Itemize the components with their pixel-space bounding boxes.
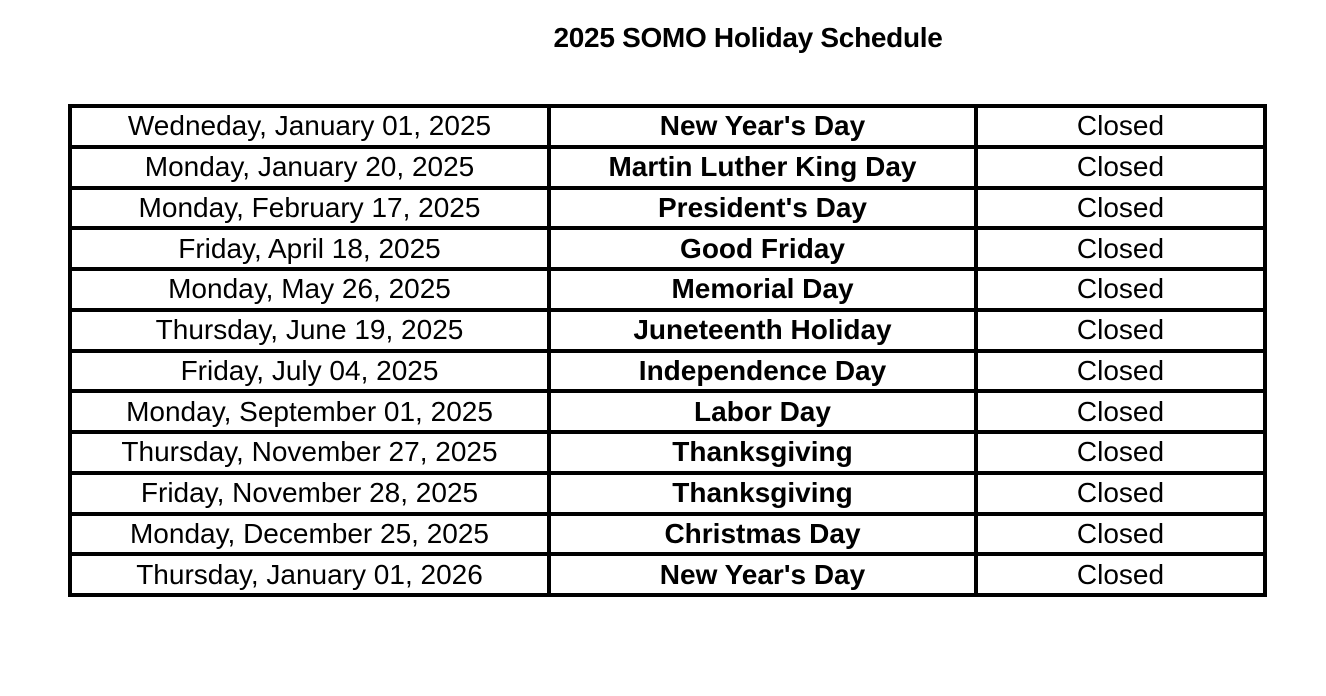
date-cell: Monday, September 01, 2025 <box>70 391 549 432</box>
status-cell: Closed <box>976 106 1265 147</box>
date-cell: Monday, February 17, 2025 <box>70 188 549 229</box>
table-row <box>70 432 1265 473</box>
holiday-cell: Labor Day <box>549 391 976 432</box>
table-row <box>70 514 1265 555</box>
date-cell: Friday, April 18, 2025 <box>70 228 549 269</box>
page-title: 2025 SOMO Holiday Schedule <box>553 22 943 53</box>
status-cell: Closed <box>976 269 1265 310</box>
status-cell: Closed <box>976 473 1265 514</box>
date-cell: Monday, January 20, 2025 <box>70 147 549 188</box>
status-cell: Closed <box>976 147 1265 188</box>
status-cell: Closed <box>976 554 1265 595</box>
table-row <box>70 147 1265 188</box>
status-cell: Closed <box>976 188 1265 229</box>
holiday-cell: Martin Luther King Day <box>549 147 976 188</box>
date-cell: Friday, July 04, 2025 <box>70 351 549 392</box>
table-row <box>70 473 1265 514</box>
status-cell: Closed <box>976 432 1265 473</box>
date-cell: Thursday, June 19, 2025 <box>70 310 549 351</box>
status-cell: Closed <box>976 228 1265 269</box>
holiday-cell: Juneteenth Holiday <box>549 310 976 351</box>
table-row <box>70 310 1265 351</box>
table-row <box>70 106 1265 147</box>
date-cell: Thursday, November 27, 2025 <box>70 432 549 473</box>
status-cell: Closed <box>976 351 1265 392</box>
status-cell: Closed <box>976 514 1265 555</box>
date-cell: Thursday, January 01, 2026 <box>70 554 549 595</box>
holiday-cell: New Year's Day <box>549 554 976 595</box>
table-row <box>70 351 1265 392</box>
table-row <box>70 554 1265 595</box>
date-cell: Friday, November 28, 2025 <box>70 473 549 514</box>
holiday-cell: Thanksgiving <box>549 473 976 514</box>
date-cell: Monday, May 26, 2025 <box>70 269 549 310</box>
holiday-cell: Christmas Day <box>549 514 976 555</box>
holiday-cell: Good Friday <box>549 228 976 269</box>
holiday-cell: Independence Day <box>549 351 976 392</box>
table-row <box>70 188 1265 229</box>
table-row <box>70 391 1265 432</box>
holiday-schedule-table <box>68 104 1267 597</box>
holiday-cell: President's Day <box>549 188 976 229</box>
date-cell: Wedneday, January 01, 2025 <box>70 106 549 147</box>
status-cell: Closed <box>976 310 1265 351</box>
status-cell: Closed <box>976 391 1265 432</box>
holiday-cell: New Year's Day <box>549 106 976 147</box>
table-row <box>70 228 1265 269</box>
holiday-cell: Thanksgiving <box>549 432 976 473</box>
date-cell: Monday, December 25, 2025 <box>70 514 549 555</box>
table-row <box>70 269 1265 310</box>
holiday-cell: Memorial Day <box>549 269 976 310</box>
